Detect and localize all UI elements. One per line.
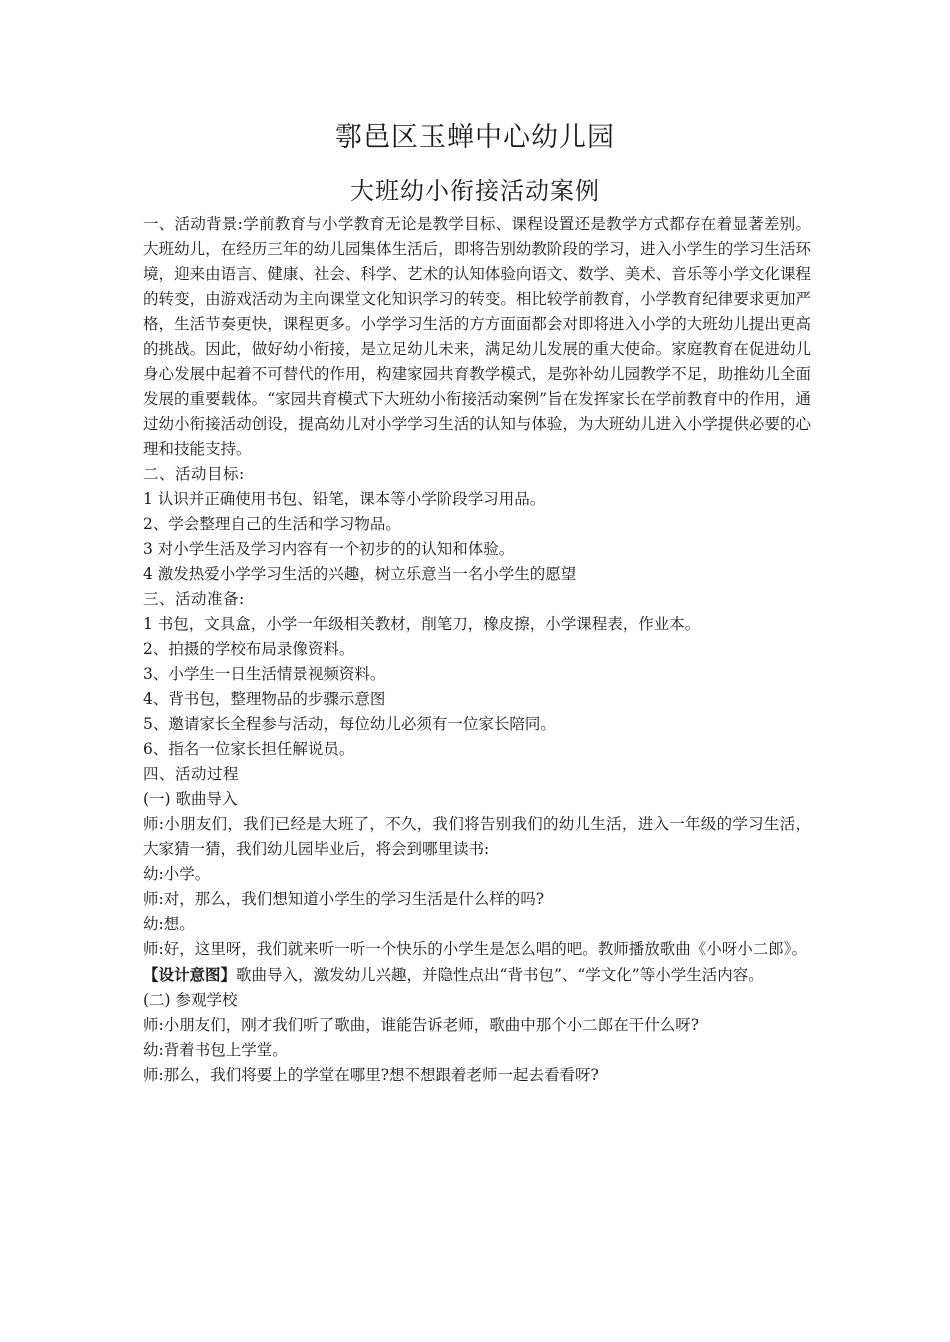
prep-item: 5、邀请家长全程参与活动，每位幼儿必须有一位家长陪同。 [143, 715, 556, 733]
dialogue-line: 幼:背着书包上学堂。 [143, 1041, 288, 1059]
background-paragraph: 一、活动背景:学前教育与小学教育无论是教学目标、课程设置还是教学方式都存在着显著差别。大班幼儿，在经历三年的幼儿园集体生活后，即将告别幼教阶段的学习，进入小学生的学习生活环境，迎来由语言、健康、社会、科学、艺术的认知体验向语文、数学、美术、音乐等小学文化课程的转变，由游戏活动为主向课堂文化知识学习的转变。相比较学前教育，小学教育纪律要求更加严格，生活节奏更快，课程更多。小学学习生活的方方面面都会对即将进入小学的大班幼儿提出更高的挑战。因此，做好幼小衔接，是立足幼儿未来，满足幼儿发展的重大使命。家庭教育在促进幼儿身心发展中起着不可替代的作用，构建家园共育教学模式，是弥补幼儿园教学不足，助推幼儿全面发展的重要载体。“家园共育模式下大班幼小衔接活动案例”旨在发挥家长在学前教育中的作用，通过幼小衔接活动创设，提高幼儿对小学学习生活的认知与体验，为大班幼儿进入小学提供必要的心理和技能支持。 [143, 215, 811, 458]
design-intent-text: 歌曲导入，激发幼儿兴趣，并隐性点出“背书包”、“学文化”等小学生活内容。 [236, 966, 764, 984]
dialogue-line: 师:对，那么，我们想知道小学生的学习生活是什么样的吗? [143, 890, 545, 908]
dialogue-line: 师:那么，我们将要上的学堂在哪里?想不想跟着老师一起去看看呀? [143, 1066, 599, 1084]
design-intent-tag: 【设计意图】 [143, 965, 237, 984]
goal-item: 1 认识并正确使用书包、铅笔，课本等小学阶段学习用品。 [143, 490, 546, 508]
prep-item: 3、小学生一日生活情景视频资料。 [143, 665, 386, 683]
part1-heading: (一) 歌曲导入 [143, 790, 238, 808]
design-intent [143, 962, 811, 988]
process-heading: 四、活动过程 [143, 765, 240, 783]
dialogue-line: 师:小朋友们，刚才我们听了歌曲，谁能告诉老师，歌曲中那个小二郎在干什么呀? [143, 1016, 700, 1034]
goal-item: 2、学会整理自己的生活和学习物品。 [143, 515, 401, 533]
part2-heading: (二) 参观学校 [143, 991, 238, 1009]
document-subtitle: 大班幼小衔接活动案例 [350, 177, 600, 205]
prep-heading: 三、活动准备: [143, 590, 245, 608]
dialogue-line: 师:好，这里呀，我们就来听一听一个快乐的小学生是怎么唱的吧。教师播放歌曲《小呀小二郎》。 [143, 940, 807, 958]
prep-item: 4、背书包，整理物品的步骤示意图 [143, 690, 386, 708]
dialogue-line: 幼:小学。 [143, 865, 211, 883]
prep-item: 2、拍摄的学校布局录像资料。 [143, 640, 355, 658]
document-body [143, 212, 811, 1088]
dialogue-line: 幼:想。 [143, 915, 195, 933]
dialogue-line: 师:小朋友们，我们已经是大班了，不久，我们将告别我们的幼儿生活，进入一年级的学习生活，大家猜一猜，我们幼儿园毕业后，将会到哪里读书: [143, 815, 811, 858]
prep-item: 1 书包，文具盒，小学一年级相关教材，削笔刀，橡皮擦，小学课程表，作业本。 [143, 615, 701, 633]
prep-item: 6、指名一位家长担任解说员。 [143, 740, 355, 758]
goal-item: 3 对小学生活及学习内容有一个初步的的认知和体验。 [143, 540, 515, 558]
goal-item: 4 激发热爱小学学习生活的兴趣，树立乐意当一名小学生的愿望 [143, 565, 577, 583]
goals-heading: 二、活动目标: [143, 465, 245, 483]
document-title: 鄠邑区玉蝉中心幼儿园 [335, 122, 615, 153]
